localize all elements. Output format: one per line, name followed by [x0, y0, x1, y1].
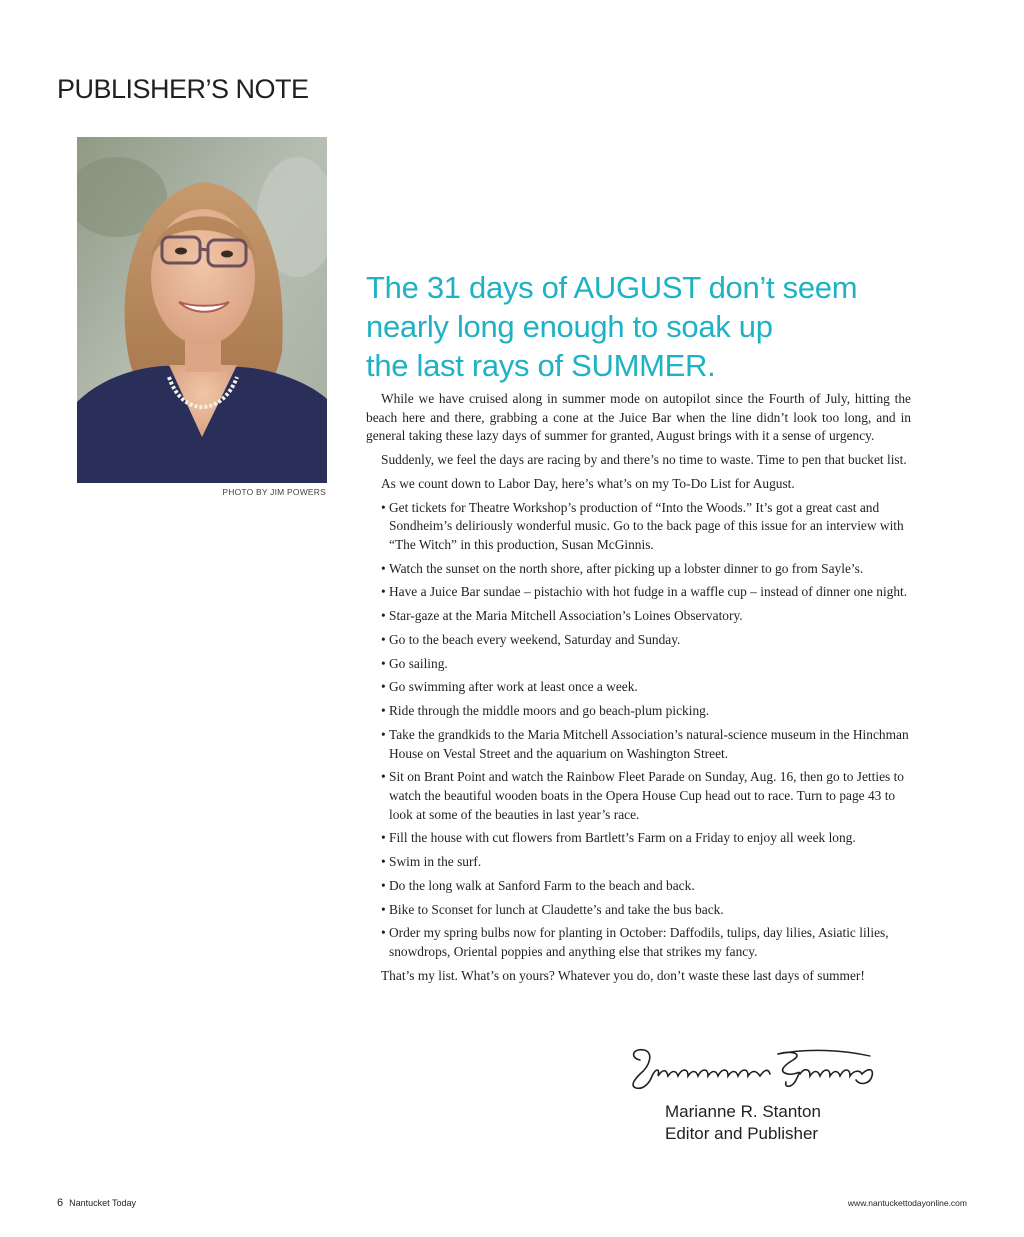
list-item — [366, 829, 911, 848]
list-item-text: Order my spring bulbs now for planting in October: Daffodils, tulips, day lilies, Asiatic lilies, snowdrops, Oriental poppies and anything else that strikes my fancy. — [389, 925, 889, 960]
list-item — [366, 560, 911, 579]
publisher-portrait-photo — [77, 137, 327, 483]
body-paragraph: While we have cruised along in summer mode on autopilot since the Fourth of July, hitting the beach here and there, grabbing a cone at the Juice Bar when the line didn’t look too long, and in general taking these lazy days of summer for granted, August brings with it a sense of urgency. — [366, 391, 911, 444]
handwritten-signature — [628, 1046, 878, 1096]
list-item — [366, 702, 911, 721]
list-item — [366, 678, 911, 697]
photo-credit: PHOTO BY JIM POWERS — [222, 487, 326, 497]
body-paragraph: Suddenly, we feel the days are racing by and there’s no time to waste. Time to pen that bucket list. — [381, 451, 907, 467]
signature-title: Editor and Publisher — [665, 1124, 819, 1143]
signature-name: Marianne R. Stanton — [665, 1102, 821, 1121]
list-item — [366, 924, 911, 961]
headline-line: nearly long enough to soak up — [366, 309, 773, 344]
list-item — [366, 877, 911, 896]
bullet-icon: • — [381, 679, 386, 695]
publication-name: Nantucket Today — [69, 1198, 137, 1208]
list-item — [366, 631, 911, 650]
list-item-text: Sit on Brant Point and watch the Rainbow Fleet Parade on Sunday, Aug. 16, then go to Jetties to watch the beautiful wooden boats in the Opera House Cup head out to race. Turn to page 43 to look at some of the beauties in last year’s race. — [389, 769, 904, 822]
list-item-text: Fill the house with cut flowers from Bartlett’s Farm on a Friday to enjoy all week long. — [389, 830, 856, 846]
headline-line: The 31 days of AUGUST don’t seem — [366, 270, 858, 305]
list-item-text: Star-gaze at the Maria Mitchell Association’s Loines Observatory. — [389, 608, 743, 624]
bullet-icon: • — [381, 560, 386, 576]
list-item-text: Swim in the surf. — [389, 854, 482, 870]
bullet-icon: • — [381, 703, 386, 719]
headline — [366, 268, 926, 385]
list-item-text: Get tickets for Theatre Workshop’s production of “Into the Woods.” It’s got a great cast and Sondheim’s deliriously wonderful music. Go to the back page of this issue for an interview with “The Witch” in this production, Susan McGinnis. — [389, 499, 904, 552]
list-item-text: Go sailing. — [389, 655, 448, 671]
list-item — [366, 655, 911, 674]
closing-paragraph: That’s my list. What’s on yours? Whatever you do, don’t waste these last days of summer! — [381, 967, 865, 983]
bullet-icon: • — [381, 726, 386, 742]
list-item-text: Go swimming after work at least once a week. — [389, 679, 638, 695]
bullet-icon: • — [381, 877, 386, 893]
list-item-text: Have a Juice Bar sundae – pistachio with hot fudge in a waffle cup – instead of dinner one night. — [389, 584, 908, 600]
list-item — [366, 901, 911, 920]
bullet-icon: • — [381, 584, 386, 600]
list-item-text: Go to the beach every weekend, Saturday and Sunday. — [389, 631, 681, 647]
list-item — [366, 853, 911, 872]
list-item — [366, 768, 911, 824]
bullet-icon: • — [381, 499, 386, 515]
bullet-icon: • — [381, 854, 386, 870]
list-item-text: Ride through the middle moors and go beach-plum picking. — [389, 703, 710, 719]
list-item-text: Bike to Sconset for lunch at Claudette’s and take the bus back. — [389, 901, 724, 917]
list-item — [366, 499, 911, 555]
list-item — [366, 726, 911, 763]
list-item — [366, 607, 911, 626]
section-label: PUBLISHER’S NOTE — [57, 74, 309, 105]
body-paragraph: As we count down to Labor Day, here’s what’s on my To-Do List for August. — [381, 475, 795, 491]
article-body — [366, 390, 911, 991]
list-item-text: Take the grandkids to the Maria Mitchell Association’s natural-science museum in the Hinchman House on Vestal Street and the aquarium on Washington Street. — [389, 726, 909, 761]
bullet-icon: • — [381, 608, 386, 624]
page-number: 6 — [57, 1197, 64, 1209]
bullet-icon: • — [381, 655, 386, 671]
todo-list — [366, 499, 911, 962]
headline-line: the last rays of SUMMER. — [366, 348, 716, 383]
list-item — [366, 583, 911, 602]
page-folio — [57, 1197, 136, 1209]
website-url: www.nantuckettodayonline.com — [847, 1198, 967, 1208]
list-item-text: Do the long walk at Sanford Farm to the beach and back. — [389, 877, 695, 893]
bullet-icon: • — [381, 925, 386, 941]
bullet-icon: • — [381, 830, 386, 846]
bullet-icon: • — [381, 769, 386, 785]
bullet-icon: • — [381, 901, 386, 917]
list-item-text: Watch the sunset on the north shore, after picking up a lobster dinner to go from Sayle’s. — [389, 560, 864, 576]
bullet-icon: • — [381, 631, 386, 647]
